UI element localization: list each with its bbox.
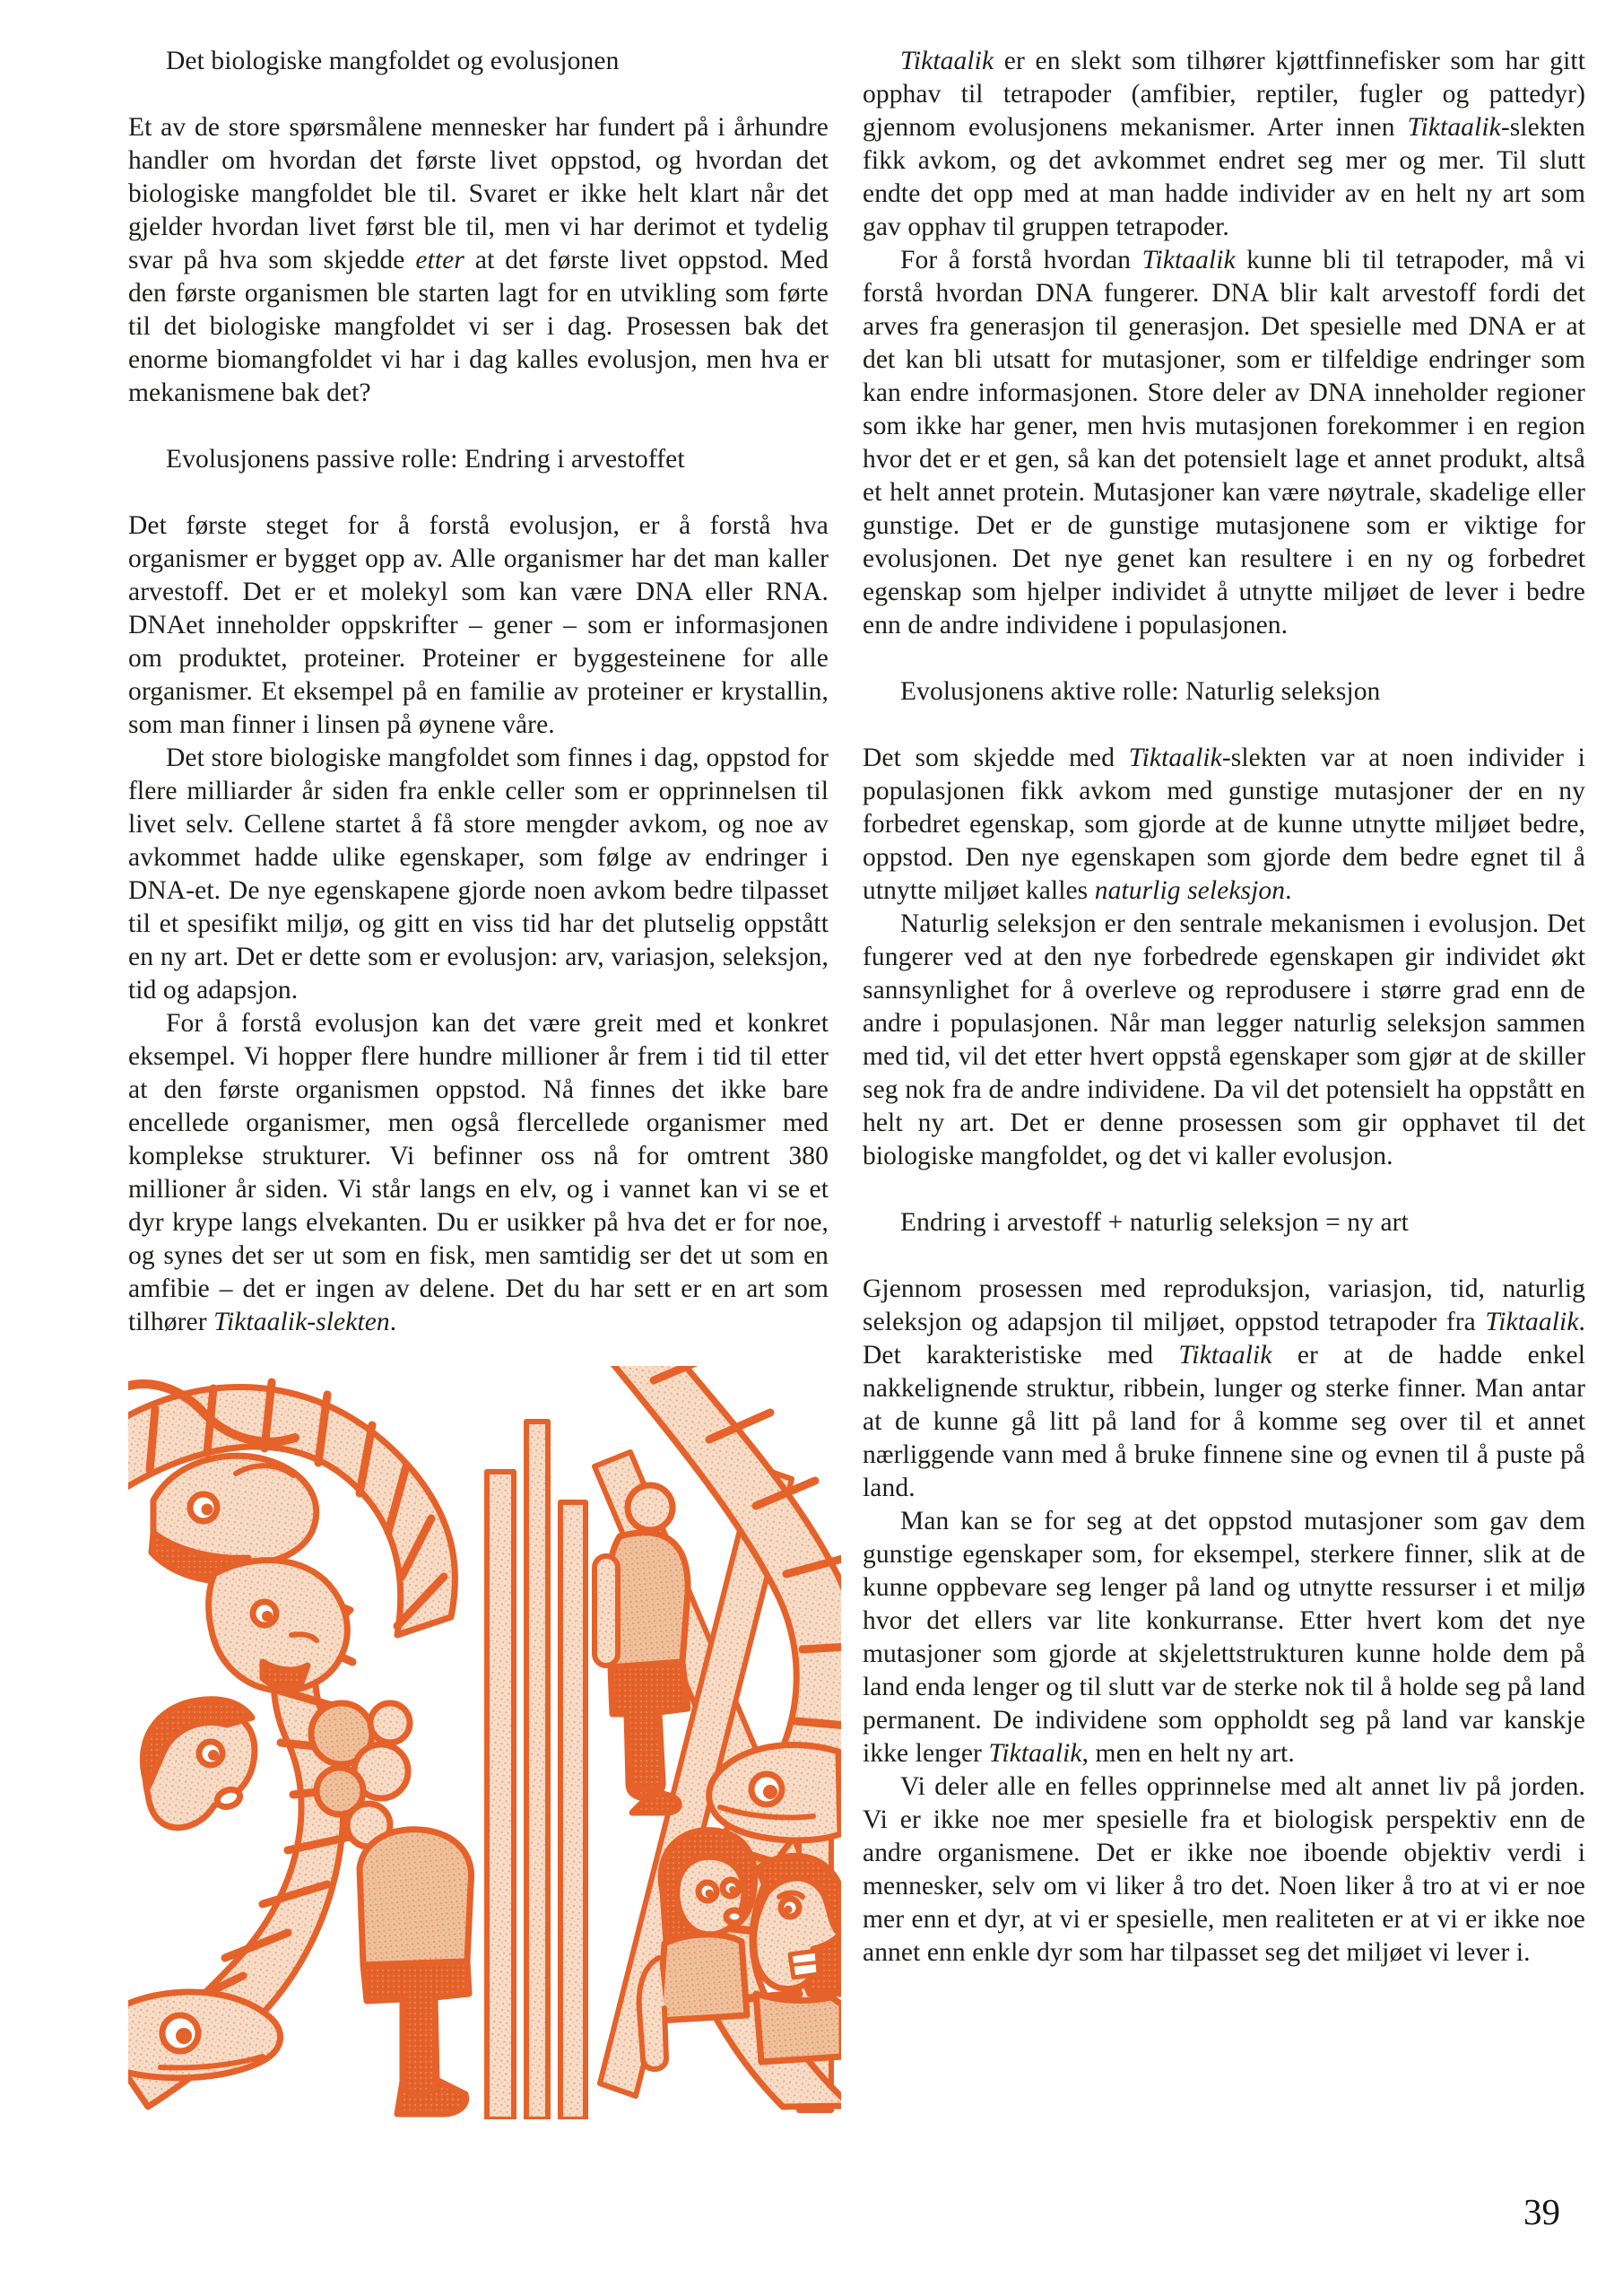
paragraph: For å forstå hvordan Tiktaalik kunne bli til tetrapoder, må vi forstå hvordan DNA fungerer. DNA blir kalt arvestoff fordi det arves fra generasjon til generasjon. Det spesielle med DNA er at det kan bli utsatt for mutasjoner, som er tilfeldige endringer som kan endre informasjonen. Store deler av DNA inneholder regioner som ikke har gener, men hvis mutasjonen forekommer i en region hvor det er et gen, så kan det potensielt lage et annet produkt, altså et helt annet protein. Mutasjoner kan være nøytrale, skadelige eller gunstige. Det er de gunstige mutasjonene som er viktige for evolusjonen. Det nye genet kan resultere i en ny og forbedret egenskap som hjelper individet å utnytte miljøet de lever i bedre enn de andre individene i populasjonen. [863,246,1585,639]
evolution-illustration [128,1366,841,2119]
heading: Det biologiske mangfoldet og evolusjonen [166,47,620,75]
face-upturned [143,1700,255,1828]
walking-figure [595,1485,688,1813]
subheading: Evolusjonens passive rolle: Endring i arvestoffet [166,445,685,474]
dna-ladder-center [487,1422,586,2119]
paragraph: Det store biologiske mangfoldet som finnes i dag, oppstod for flere milliarder år siden fra enkle celler som er opprinnelsen til livet selv. Cellene startet å få store mengder avkom, og noe av avkommet hadde ulike egenskaper, som følge av endringer i DNA-et. De nye egenskapene gjorde noen avkom bedre tilpasset til et spesifikt miljø, og gitt en viss tid har det plutselig oppstått en ny art. Det er dette som er evolusjon: arv, variasjon, seleksjon, tid og adapsjon. [128,744,829,1004]
paragraph: Naturlig seleksjon er den sentrale mekanismen i evolusjon. Det fungerer ved at den nye forbedrede egenskapen gir individet økt sannsynlighet for å overleve og reprodusere i større grad enn de andre i populasjonen. Når man legger naturlig seleksjon sammen med tid, vil det etter hvert oppstå egenskaper som gjør at de skiller seg nok fra de andre individene. Da vil det potensielt ha oppstått en helt ny art. Det er denne prosessen som gir opphavet til det biologiske mangfoldet, og det vi kaller evolusjon. [863,909,1585,1170]
paragraph: Man kan se for seg at det oppstod mutasjoner som gav dem gunstige egenskaper som, for eksempel, sterkere finner, slik at de kunne oppbevare seg lenger på land og utnytte ressurser i et miljø hvor det ellers var lite konkurranse. Etter hvert kom det nye mutasjoner som gjorde at skjelettstrukturen kunne holde dem på land enda lenger og til slutt var de sterke nok til å holde seg på land permanent. De individene som oppholdt seg på land var kanskje ikke lenger Tiktaalik, men en helt ny art. [863,1507,1585,1768]
subheading: Evolusjonens aktive rolle: Naturlig seleksjon [900,677,1381,706]
left-column [128,45,829,2119]
paragraph: Tiktaalik er en slekt som tilhører kjøttfinnefisker som har gitt opphav til tetrapoder (amfibier, reptiler, fugler og pattedyr) gjennom evolusjonens mekanismer. Arter innen Tiktaalik-slekten fikk avkom, og det avkommet endret seg mer og mer. Til slutt endte det opp med at man hadde individer av en helt ny art som gav opphav til gruppen tetrapoder. [863,47,1585,241]
paragraph: For å forstå evolusjon kan det være greit med et konkret eksempel. Vi hopper flere hundre millioner år frem i tid til etter at den første organismen oppstod. Nå finnes det ikke bare encellede organismer, men også flercellede organismer med komplekse strukturer. Vi befinner oss nå for omtrent 380 millioner år siden. Vi står langs en elv, og i vannet kan vi se et dyr krype langs elvekanten. Du er usikker på hva det er for noe, og synes det ser ut som en fisk, men samtidig ser det ut som en amfibie – det er ingen av delene. Det du har sett er en art som tilhører Tiktaalik-slekten. [128,1009,829,1336]
paragraph: Det første steget for å forstå evolusjon, er å forstå hva organismer er bygget opp av. Alle organismer har det man kaller arvestoff. Det er et molekyl som kan være DNA eller RNA. DNAet inneholder oppskrifter – gener – som er informasjonen om produktet, proteiner. Proteiner er byggesteinene for alle organismer. Et eksempel på en familie av proteiner er krystallin, som man finner i linsen på øynene våre. [128,511,829,739]
tiktaalik-woodcut-illustration-svg [128,1366,841,2119]
page-number: 39 [1523,2191,1560,2232]
snake-head-left [128,1992,281,2078]
paragraph: Gjennom prosessen med reproduksjon, variasjon, tid, naturlig seleksjon og adapsjon til miljøet, oppstod tetrapoder fra Tiktaalik. Det karakteristiske med Tiktaalik er at de hadde enkel nakkelignende struktur, ribbein, lunger og sterke finner. Man antar at de kunne gå litt på land for å komme seg over til et annet nærliggende vann med å bruke finnene sine og evnen til å puste på land. [863,1274,1585,1502]
right-column [863,45,1585,1970]
face-profile-left [209,1561,348,1691]
standing-figure [360,1830,472,2114]
paragraph: Det som skjedde med Tiktaalik-slekten var at noen individer i populasjonen fikk avkom med gunstige mutasjoner der en ny forbedret egenskap, som gjorde at de kunne utnytte miljøet bedre, oppstod. Den nye egenskapen som gjorde dem bedre egnet til å utnytte miljøet kalles naturlig seleksjon. [863,744,1585,905]
right-column-text [863,45,1585,1970]
left-column-text [128,45,829,1339]
paragraph: Et av de store spørsmålene mennesker har fundert på i århundre handler om hvordan det første livet oppstod, og hvordan det biologiske mangfoldet ble til. Svaret er ikke helt klart når det gjelder hvordan livet først ble til, men vi har derimot et tydelig svar på hva som skjedde etter at det første livet oppstod. Med den første organismen ble starten lagt for en utvikling som førte til det biologiske mangfoldet vi ser i dag. Prosessen bak det enorme biomangfoldet vi har i dag kalles evolusjon, men hva er mekanismene bak det? [128,113,829,407]
paragraph: Vi deler alle en felles opprinnelse med alt annet liv på jorden. Vi er ikke noe mer spesielle fra et biologisk perspektiv enn de andre organismene. Det er ikke noe iboende objektiv verdi i mennesker, selv om vi liker å tro det. Noen liker å tro at vi er noe mer enn et dyr, at vi er spesielle, men realiteten er at vi er ikke noe annet enn enkle dyr som har tilpasset seg det miljøet vi lever i. [863,1772,1585,1967]
equation: Endring i arvestoff + naturlig seleksjon = ny art [900,1208,1409,1237]
